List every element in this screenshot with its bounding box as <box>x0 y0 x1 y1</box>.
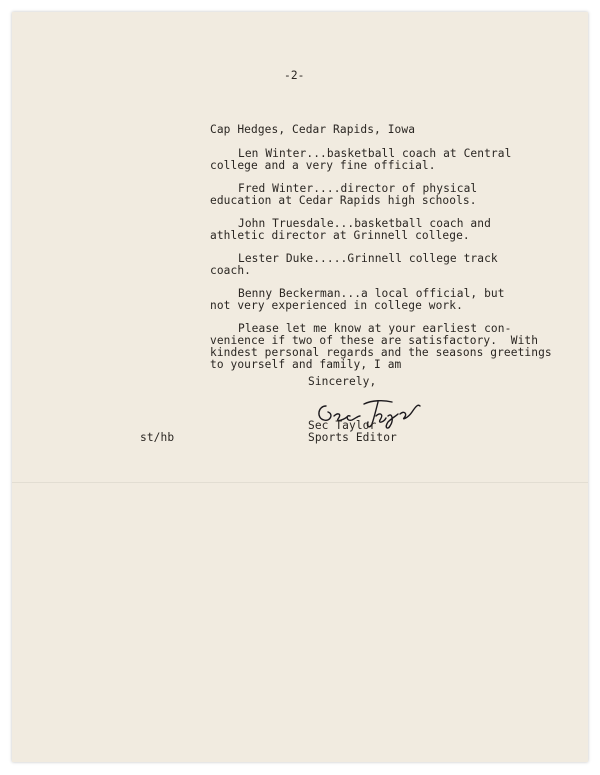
body-line: to yourself and family, I am <box>210 358 402 371</box>
body-line: John Truesdale...basketball coach and <box>238 217 491 230</box>
paper-fold-line <box>12 482 588 483</box>
signer-name: Sec Taylor <box>308 419 377 432</box>
body-line: Lester Duke.....Grinnell college track <box>238 252 498 265</box>
body-line: coach. <box>210 264 252 277</box>
body-line: college and a very fine official. <box>210 159 436 172</box>
letter-page <box>12 12 588 762</box>
body-line: Please let me know at your earliest con- <box>238 322 512 335</box>
page-number: -2- <box>284 69 305 82</box>
body-line: athletic director at Grinnell college. <box>210 229 470 242</box>
signer-title: Sports Editor <box>308 431 397 444</box>
body-line: kindest personal regards and the seasons greetings <box>210 346 552 359</box>
body-line: venience if two of these are satisfactory. With <box>210 334 539 347</box>
closing: Sincerely, <box>308 375 377 388</box>
body-line: Benny Beckerman...a local official, but <box>238 287 505 300</box>
body-line: Fred Winter....director of physical <box>238 182 478 195</box>
body-line: Len Winter...basketball coach at Central <box>238 147 512 160</box>
initials: st/hb <box>140 431 175 444</box>
body-line: not very experienced in college work. <box>210 299 463 312</box>
recipient-line: Cap Hedges, Cedar Rapids, Iowa <box>210 123 416 136</box>
body-line: education at Cedar Rapids high schools. <box>210 194 477 207</box>
